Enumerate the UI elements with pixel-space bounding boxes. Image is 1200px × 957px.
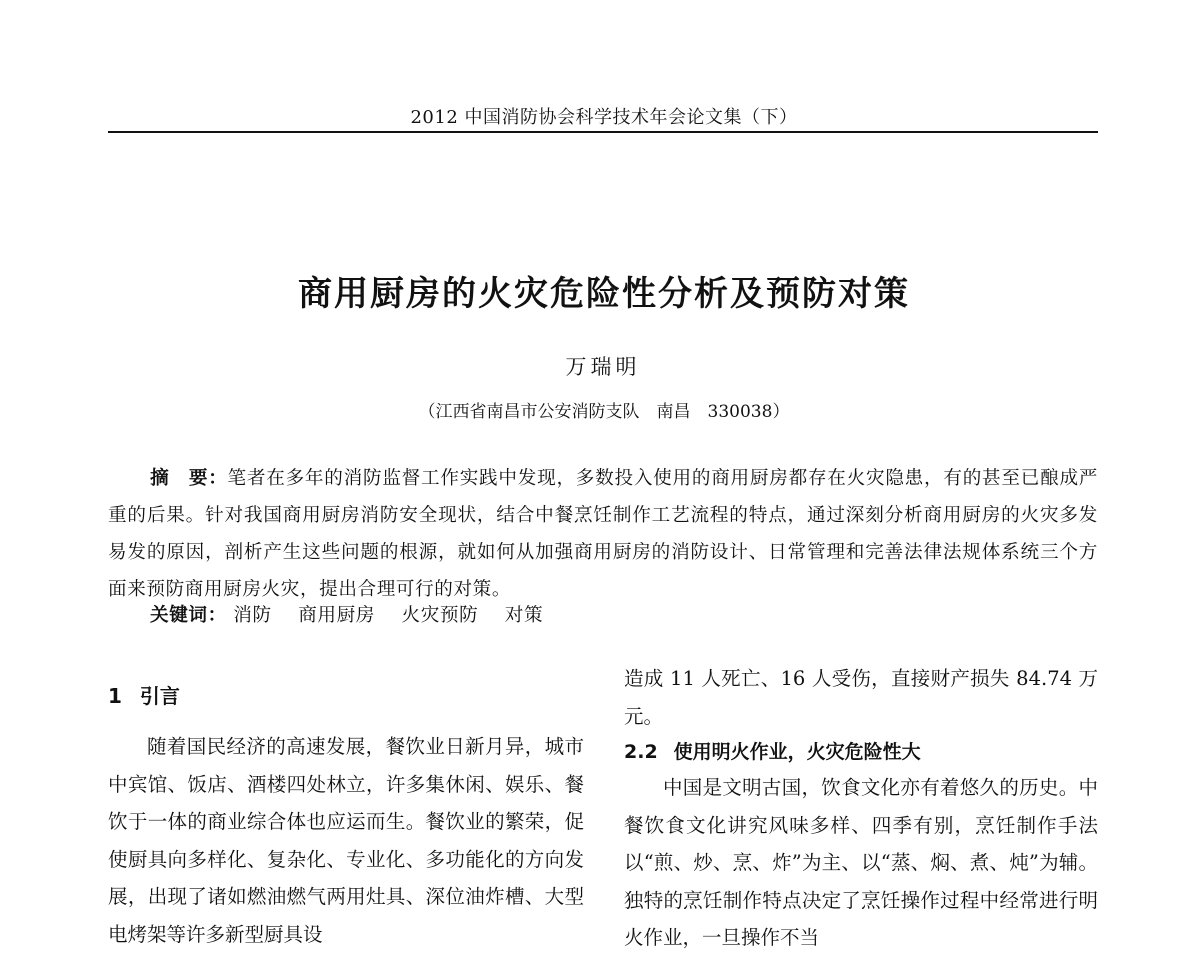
header-rule <box>108 131 1098 133</box>
body-paragraph: 中国是文明古国，饮食文化亦有着悠久的历史。中餐饮食文化讲究风味多样、四季有别，烹饪制作手法以“煎、炒、烹、炸”为主、以“蒸、焖、煮、炖”为辅。独特的烹饪制作特点决定了烹饪操作过程中经常进行明火作业，一旦操作不当 <box>624 776 1098 949</box>
left-column <box>108 676 584 953</box>
keyword: 消防 <box>233 605 272 626</box>
subsection-heading <box>624 735 1098 769</box>
section-number: 1 <box>108 684 122 708</box>
continued-paragraph: 造成 11 人死亡、16 人受伤，直接财产损失 84.74 万元。 <box>624 667 1098 728</box>
section-heading <box>108 676 584 728</box>
running-head: 2012 中国消防协会科学技术年会论文集（下） <box>410 107 798 128</box>
keyword: 火灾预防 <box>401 605 479 626</box>
right-column <box>624 660 1098 957</box>
abstract-text: 笔者在多年的消防监督工作实践中发现，多数投入使用的商用厨房都存在火灾隐患，有的甚至已酿成严重的后果。针对我国商用厨房消防安全现状，结合中餐烹饪制作工艺流程的特点，通过深刻分析商用厨房的火灾多发易发的原因，剖析产生这些问题的根源，就如何从加强商用厨房的消防设计、日常管理和完善法律法规体系统三个方面来预防商用厨房火灾，提出合理可行的对策。 <box>108 468 1098 600</box>
abstract <box>108 460 1098 608</box>
keyword: 对策 <box>504 605 544 626</box>
paper-title: 商用厨房的火灾危险性分析及预防对策 <box>298 274 910 314</box>
author-name: 万瑞明 <box>565 355 641 379</box>
keywords-label: 关键词： <box>150 605 227 626</box>
keywords <box>150 597 1090 634</box>
keyword: 商用厨房 <box>298 605 375 626</box>
subsection-title: 使用明火作业，火灾危险性大 <box>673 741 921 763</box>
abstract-label: 摘 要： <box>150 468 228 489</box>
author-affiliation: （江西省南昌市公安消防支队 南昌 330038） <box>418 402 790 422</box>
section-title: 引言 <box>139 684 180 708</box>
body-paragraph: 随着国民经济的高速发展，餐饮业日新月异，城市中宾馆、饭店、酒楼四处林立，许多集休闲、娱乐、餐饮于一体的商业综合体也应运而生。餐饮业的繁荣，促使厨具向多样化、复杂化、专业化、多功能化的方向发展，出现了诸如燃油燃气两用灶具、深位油炸槽、大型电烤架等许多新型厨具设 <box>108 735 584 946</box>
subsection-number: 2.2 <box>624 741 658 763</box>
